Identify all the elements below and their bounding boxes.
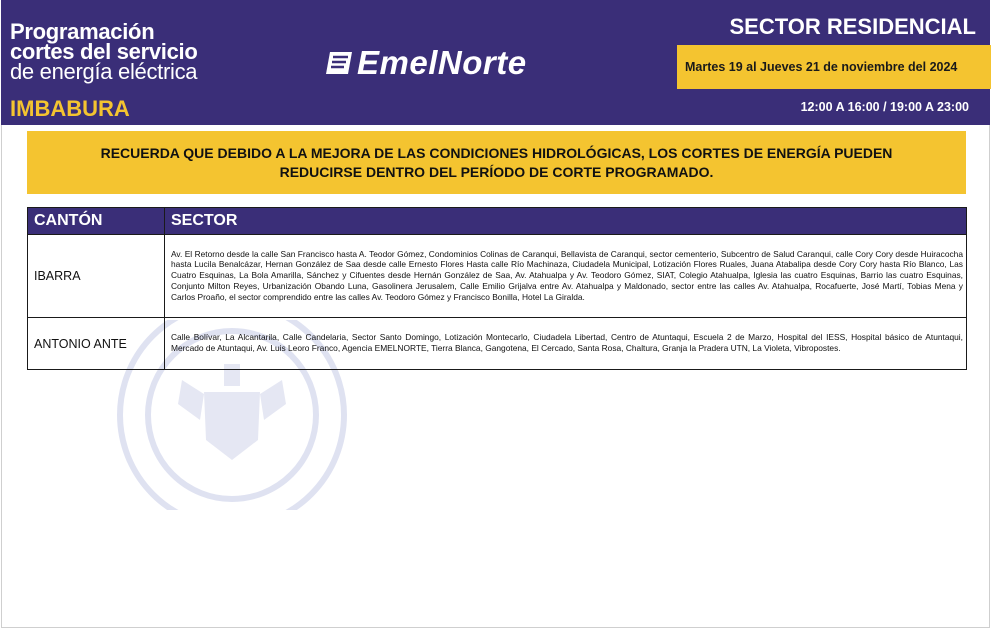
sector-cell: Av. El Retorno desde la calle San Francisco hasta A. Teodor Gómez, Condominios Colinas de Caranqui, Bellavista de Caranqui, sector cementerio, Subcentro de Salud Caranqui, calle Cory Cory desde Huiracocha hasta Lucila Benalcázar, Hernan González de Saa desde calle Ernesto Flores Hasta calle Río Machinaza, Ciudadela Municipal, Lotización Flores Ruales, Juana Atabalipa desde Cory Cory hasta Río Blanco, Las Cuatro Esquinas, La Bola Amarilla, Sánchez y Cifuentes desde Hernán González de Saa, Av. Atahualpa y Av. Teodoro Gómez, SIAT, Colegio Atahualpa, Iglesia las cuatro Esquinas, Barrio las cuatro Esquinas, Conjunto Milton Reyes, Urbanización Obando Luna, Gasolinera Jerusalem, Calle Emilio Grijalva entre Av. Atahualpa y Maldonado, sector entre las calles Av. Atahualpa, Rocafuerte, José Martí, Tobias Mena y Carlos Proaño, el sector comprendido entre las calles Av. Teodoro Gómez y Francisco Bonilla, Hotel La Giralda.: [165, 235, 967, 318]
brand-name: EmelNorte: [357, 44, 527, 81]
table-header-row: [28, 208, 967, 235]
canton-cell: ANTONIO ANTE: [28, 318, 165, 370]
sector-title: SECTOR RESIDENCIAL: [729, 14, 976, 39]
notice-banner: RECUERDA QUE DEBIDO A LA MEJORA DE LAS CONDICIONES HIDROLÓGICAS, LOS CORTES DE ENERGÍA PUEDEN REDUCIRSE DENTRO DEL PERÍODO DE CORTE PROGRAMADO.: [27, 131, 966, 194]
title-line-2: cortes del servicio: [10, 39, 198, 64]
title-line-1: Programación: [10, 19, 155, 44]
outage-schedule-table: [27, 207, 967, 370]
table-row: [28, 318, 967, 370]
province-label: IMBABURA: [10, 96, 130, 121]
brand-logo: [323, 44, 527, 82]
column-header-sector: SECTOR: [165, 208, 967, 235]
table-row: [28, 235, 967, 318]
sector-cell: Calle Bolívar, La Alcantarila, Calle Candelaria, Sector Santo Domingo, Lotización Montecarlo, Ciudadela Libertad, Centro de Atuntaqui, Escuela 2 de Marzo, Hospital del IESS, Hospital básico de Atuntaqui, Mercado de Atuntaqui, Av. Luis Leoro Franco, Agencia EMELNORTE, Tierra Blanca, Gangotena, El Cercado, Santa Rosa, Chaltura, Granja la Pradera UTN, La Violeta, Vibropostes.: [165, 318, 967, 370]
date-range: Martes 19 al Jueves 21 de noviembre del 2024: [677, 45, 991, 89]
column-header-canton: CANTÓN: [28, 208, 165, 235]
header-banner: [1, 0, 990, 125]
document-title: [10, 19, 198, 84]
canton-cell: IBARRA: [28, 235, 165, 318]
title-line-3: de energía eléctrica: [10, 59, 198, 84]
emelnorte-logo-icon: [323, 49, 355, 77]
outage-hours: 12:00 A 16:00 / 19:00 A 23:00: [800, 100, 969, 114]
